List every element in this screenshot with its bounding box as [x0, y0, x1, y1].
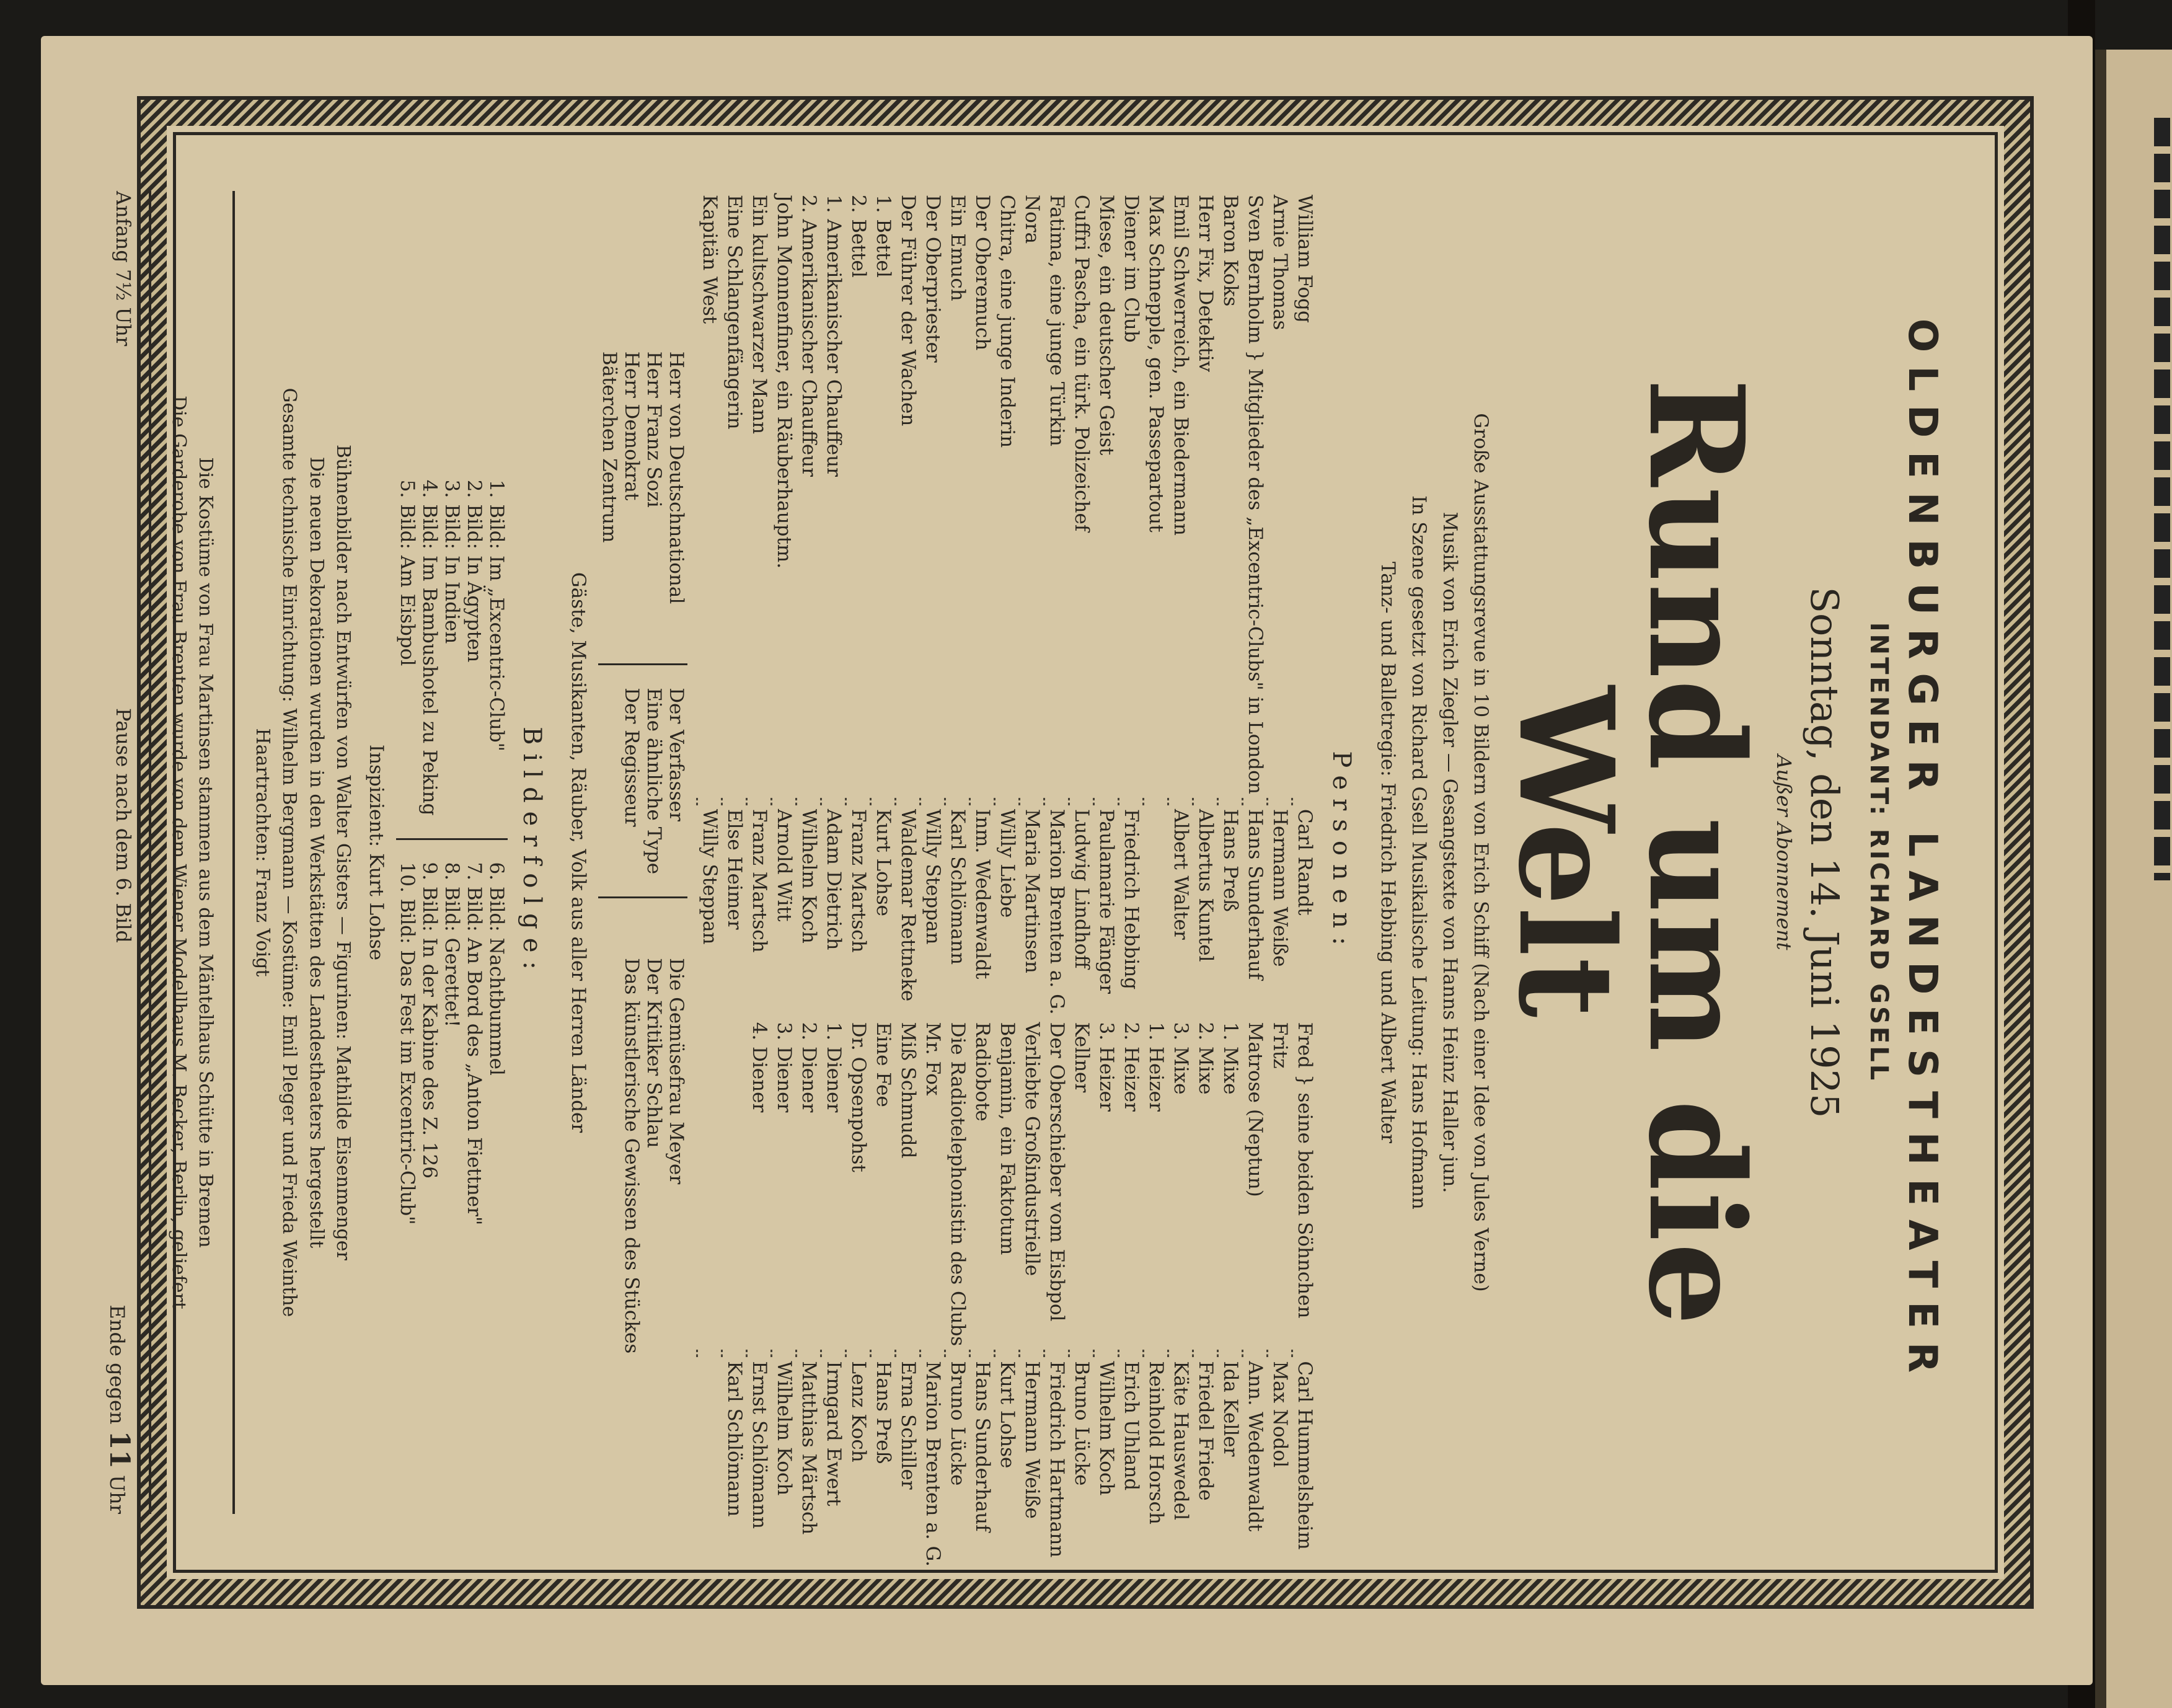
scenes-heading: Bilderfolge: [518, 727, 547, 978]
leader-dots [920, 798, 945, 805]
cast-actor: Hermann Weiße [1269, 808, 1291, 967]
cast-role: 3. Mixe [1170, 1022, 1192, 1095]
leader-dots [1268, 798, 1292, 805]
ensemble-col-1 [599, 329, 688, 627]
cast-role: Emil Schwerreich, ein Biedermann [1170, 195, 1192, 536]
leader-dots [1292, 798, 1317, 805]
performance-date: Sonntag, den 14. Juni 1925 [1802, 586, 1847, 1118]
cast-actor: Hermann Weiße [1021, 1361, 1043, 1519]
cast-row [1292, 191, 1317, 1570]
cast-role: 1. Amerikanischer Chauffeur [823, 195, 845, 477]
cast-row [945, 191, 970, 1570]
cast-actor: Ida Keller [1219, 1361, 1242, 1457]
leader-dots [1292, 1350, 1317, 1357]
leader-dots [722, 1350, 747, 1357]
cast-row [846, 191, 871, 1570]
divider [149, 191, 152, 1514]
cast-role: Ein kultschwarzer Mann [748, 195, 770, 435]
cast-actor: Karl Schlömann [947, 808, 969, 965]
cast-row [747, 191, 772, 1570]
cast-actor: Wilhelm Koch [773, 1361, 795, 1496]
leader-dots [1218, 1350, 1243, 1357]
leader-dots [1168, 1350, 1193, 1357]
ensemble [599, 191, 688, 1514]
leader-dots [896, 798, 920, 805]
costume-notes [166, 191, 219, 1514]
cast-actor: Inm. Wedenwaldt [971, 808, 994, 980]
cast-row [920, 191, 945, 1570]
cast-actor: Bruno Lücke [947, 1361, 969, 1486]
scene-item: 1. Bild: Im „Excentric-Club" [485, 479, 508, 752]
cast-role: Mr. Fox [922, 1022, 944, 1096]
cast-actor [697, 1357, 722, 1570]
cast-role: William Fogg [1294, 195, 1316, 323]
leader-dots [1020, 1350, 1044, 1357]
cast-role: Max Schnepple, gen. Passepartout [1145, 195, 1167, 533]
scene-item: 2. Bild: In Ägypten [463, 479, 486, 663]
leader-dots [797, 1350, 821, 1357]
ensemble-role: Der Verfasser [665, 688, 688, 821]
scene-item: 5. Bild: Am Eisbpol [396, 479, 419, 666]
ensemble-role: Herr Demokrat [620, 351, 643, 501]
cast-actor: Wilhelm Koch [1095, 1361, 1118, 1496]
intendant: INTENDANT: RICHARD GSELL [1865, 622, 1893, 1083]
cast-role: Fritz [1269, 1022, 1291, 1069]
cast-row [722, 191, 747, 1570]
cast-actor: Else Heimer [723, 808, 746, 930]
leader-dots [1218, 798, 1243, 805]
credit-line: Gesamte technische Einrichtung: Wilhelm Bergmann — Kostüme: Emil Pleger und Frieda Weinthe [278, 387, 301, 1317]
cast-heading: Personen: [1327, 751, 1356, 954]
cast-row [697, 191, 722, 1570]
dance-credit: Tanz- und Balletregie: Friedrich Hebbing und Albert Walter [1377, 562, 1399, 1143]
cast-actor [1144, 805, 1168, 1019]
cast-role: Der Oberschieber vom Eisbpol [1046, 1022, 1068, 1322]
leader-dots [896, 1350, 920, 1357]
cast-actor: Adam Dietrich [823, 808, 845, 950]
end-prefix: Ende gegen [105, 1304, 130, 1425]
cast-role: Die Radiotelephonistin des Clubs [947, 1022, 969, 1347]
cast-actor: Erna Schiller [897, 1361, 919, 1490]
cast-role: 2. Heizer [1120, 1022, 1142, 1112]
cast-actor: Käte Hauswedel [1170, 1361, 1192, 1521]
cast-role: 3. Heizer [1095, 1022, 1118, 1112]
cast-role: Matrose (Neptun) [1244, 1022, 1266, 1197]
leader-dots [1069, 798, 1094, 805]
cast-role: Benjamin, ein Faktotum [996, 1022, 1018, 1255]
cast-actor: Willy Liebe [996, 808, 1018, 918]
cast-row [1020, 191, 1044, 1570]
cast-role: 2. Diener [798, 1022, 820, 1113]
cast-row [1243, 191, 1268, 1570]
ensemble-role: Herr Franz Sozi [643, 351, 666, 508]
leader-dots [1119, 798, 1144, 805]
cast-row [1119, 191, 1144, 1570]
cast-actor: Arnold Witt [773, 808, 795, 922]
inspizient: Inspizient: Kurt Lohse [365, 744, 388, 961]
start-time: Anfang 7½ Uhr [112, 191, 136, 347]
cast-actor: Franz Martsch [748, 808, 770, 953]
cast-role: 2. Mixe [1194, 1022, 1217, 1095]
leader-dots [1193, 1350, 1218, 1357]
leader-dots [1144, 1350, 1168, 1357]
cast-actor: Marion Brenten a. G. [922, 1361, 944, 1567]
cast-role: Eine Fee [872, 1022, 894, 1107]
leader-dots [1020, 798, 1044, 805]
cast-role: Verliebte Großindustrielle [1021, 1022, 1043, 1277]
cast-role: 4. Diener [748, 1022, 770, 1113]
cast-actor: Carl Hummelsheim [1294, 1361, 1316, 1550]
cast-actor: Albertus Kuntel [1194, 808, 1217, 962]
scene-item: 6. Bild: Nachtbummel [485, 862, 508, 1076]
cast-actor: Matthias Märtsch [798, 1361, 820, 1535]
ensemble-role: Der Kritiker Schlau [643, 958, 666, 1148]
cast-role: Herr Fix, Detektiv [1194, 195, 1217, 373]
leader-dots [871, 1350, 896, 1357]
cast-row [772, 191, 797, 1570]
cast-role [722, 1019, 747, 1350]
cast-role: 2. Amerikanischer Chauffeur [798, 195, 820, 477]
leader-dots [970, 1350, 995, 1357]
leader-dots [1168, 798, 1193, 805]
cast-row [1268, 191, 1292, 1570]
cast-table [697, 191, 1318, 1570]
leader-dots [1094, 1350, 1119, 1357]
cast-actor: Marion Brenten a. G. [1046, 808, 1068, 1015]
scenes-right [397, 838, 508, 1248]
cast-actor: Carl Randt [1294, 808, 1316, 916]
leader-dots [1144, 798, 1168, 805]
scene-item: 4. Bild: Im Bambushotel zu Peking [418, 479, 441, 816]
scene-item: 9. Bild: In der Kabine des Z. 126 [418, 862, 441, 1179]
cast-actor: Paulamarie Fänger [1095, 808, 1118, 994]
credits [249, 191, 357, 1514]
cast-actor: Lenz Koch [847, 1361, 870, 1462]
leader-dots [970, 798, 995, 805]
ensemble-footer: Gäste, Musikanten, Räuber, Volk aus aller Herren Länder [567, 572, 590, 1133]
cast-role: Dr. Opsenpohst [847, 1022, 870, 1172]
end-suffix: Uhr [105, 1475, 130, 1514]
cast-role: Nora [1021, 195, 1043, 244]
page-edge-strip [2095, 50, 2106, 1708]
ensemble-role: Der Regisseur [620, 688, 643, 827]
cast-row [1069, 191, 1094, 1570]
cast-role: Diener im Club [1120, 195, 1142, 343]
costume-line: Die Kostüme von Frau Martinsen stammen aus dem Mäntelhaus Schütte in Bremen [195, 457, 217, 1248]
cast-actor: Ludwig Lindhoff [1071, 808, 1093, 969]
adjacent-page-border [2154, 118, 2170, 880]
leader-dots [871, 798, 896, 805]
cast-row [821, 191, 846, 1570]
ensemble-role: Die Gemüsefrau Meyer [665, 958, 688, 1185]
cast-row [1094, 191, 1119, 1570]
cast-actor: Hans Preß [872, 1361, 894, 1464]
cast-actor: Waldemar Rettneke [897, 808, 919, 1002]
end-time [104, 1305, 136, 1514]
cast-role: 1. Mixe [1219, 1022, 1242, 1095]
cast-row [1193, 191, 1218, 1570]
theater-name: OLDENBURGER LANDESTHEATER [1899, 318, 1945, 1387]
cast-role: Fred } seine beiden Söhnchen [1294, 1022, 1316, 1319]
cast-actor: Ernst Schlömann [748, 1361, 770, 1529]
cast-role: Fatima, eine junge Türkin [1046, 195, 1068, 446]
cast-actor: Hans Sunderhauf [971, 1361, 994, 1532]
cast-actor: Kurt Lohse [872, 808, 894, 916]
leader-dots [821, 1350, 846, 1357]
cast-actor: Karl Schlömann [723, 1361, 746, 1517]
ensemble-role: Herr von Deutschnational [665, 351, 688, 604]
cast-role: Eine Schlangenfängerin [723, 195, 746, 430]
cast-row [1044, 191, 1069, 1570]
leader-dots [1094, 798, 1119, 805]
scenes-list [397, 191, 508, 1514]
leader-dots [1119, 1350, 1144, 1357]
cast-actor: Albert Walter [1170, 808, 1192, 940]
leader-dots [995, 798, 1020, 805]
ensemble-role: Eine ähnliche Type [643, 688, 666, 875]
play-title: Rund um die Welt [1490, 378, 1773, 1327]
leader-dots [797, 798, 821, 805]
leader-dots [846, 1350, 871, 1357]
cast-role: 1. Heizer [1145, 1022, 1167, 1112]
leader-dots [920, 1350, 945, 1357]
leader-dots [1243, 798, 1268, 805]
playbill-content [104, 132, 1998, 1573]
cast-actor: Friedel Friede [1194, 1361, 1217, 1501]
costume-line: Die Garderobe von Frau Brenten wurde von dem Wiener Modellhaus M. Becker, Berlin, geliefert [168, 396, 190, 1309]
leader-dots [945, 798, 970, 805]
cast-role: Miß Schmudd [897, 1022, 919, 1159]
ensemble-role: Bäterchen Zentrum [598, 351, 621, 543]
leader-dots [697, 798, 722, 805]
cast-row [1218, 191, 1243, 1570]
leader-dots [1268, 1350, 1292, 1357]
leader-dots [821, 798, 846, 805]
cast-role: Radiobote [971, 1022, 994, 1122]
adjacent-page [2095, 50, 2172, 1708]
scene-item: 3. Bild: In Indien [441, 479, 464, 644]
cast-row [1168, 191, 1193, 1570]
cast-role: Baron Koks [1219, 195, 1242, 307]
ensemble-col-2 [599, 663, 688, 898]
ensemble-role: Das künstlerische Gewissen des Stückes [620, 958, 643, 1354]
cast-row [896, 191, 920, 1570]
leader-dots [747, 1350, 772, 1357]
cast-actor: Maria Martinsen [1021, 808, 1043, 973]
cast-actor: Wilhelm Koch [798, 808, 820, 944]
playbill [104, 96, 2034, 1609]
cast-actor: Max Nodol [1269, 1361, 1291, 1468]
leader-dots [722, 798, 747, 805]
leader-dots [1243, 1350, 1268, 1357]
cast-actor: Irmgard Ewert [823, 1361, 845, 1507]
cast-actor: Willy Steppan [699, 808, 721, 945]
cast-actor: Kurt Lohse [996, 1361, 1018, 1469]
credit-line: Haartrachten: Franz Voigt [252, 728, 273, 977]
cast-row [1144, 191, 1168, 1570]
leader-dots [1193, 798, 1218, 805]
cast-actor: Hans Preß [1219, 808, 1242, 912]
leader-dots [1044, 798, 1069, 805]
cast-role: Der Oberemuch [971, 195, 994, 351]
cast-role: Chitra, eine junge Inderin [996, 195, 1018, 448]
cast-role: Sven Bernholm } Mitglieder des „Excentric-Clubs" in London [1244, 195, 1266, 794]
cast-actor: Franz Martsch [847, 808, 870, 953]
credit-line: Die neuen Dekorationen wurden in den Werkstätten des Landestheaters hergestellt [306, 456, 327, 1249]
cast-role: Ein Emuch [947, 195, 969, 301]
abonnement-note: Außer Abonnement [1772, 754, 1796, 950]
leader-dots [772, 1350, 797, 1357]
cast-role: Kapitän West [699, 195, 721, 324]
cast-role: John Monnenfiner, ein Räuberhauptm. [773, 195, 795, 569]
pause-note: Pause nach dem 6. Bild [112, 708, 136, 943]
leader-dots [1044, 1350, 1069, 1357]
cast-role: Kellner [1071, 1022, 1093, 1093]
play-subtitle: Große Ausstattungsrevue in 10 Bildern von Erich Schiff (Nach einer Idee von Jules Verne) [1470, 413, 1492, 1292]
cast-role: 1. Bettel [872, 195, 894, 278]
scene-item: 10. Bild: Das Fest im Excentric-Club" [396, 862, 419, 1225]
cast-role: 1. Diener [823, 1022, 845, 1113]
leader-dots [697, 1350, 722, 1357]
cast-role [697, 1019, 722, 1350]
scene-item: 8. Bild: Gerettet! [441, 862, 464, 1028]
cast-role: Arnie Thomas [1269, 195, 1291, 330]
cast-row [970, 191, 995, 1570]
credit-line: Bühnenbilder nach Entwürfen von Walter Gisters — Figurinen: Mathilde Eisenmenger [332, 445, 355, 1260]
leader-dots [747, 798, 772, 805]
cast-role: Der Oberpriester [922, 195, 944, 363]
cast-row [871, 191, 896, 1570]
cast-row [995, 191, 1020, 1570]
end-hour: 11 [104, 1430, 136, 1469]
show-times [104, 191, 136, 1514]
divider [233, 191, 236, 1514]
leader-dots [945, 1350, 970, 1357]
scenes-left [397, 458, 508, 838]
scene-item: 7. Bild: An Bord des „Anton Fiettner" [463, 862, 486, 1226]
music-credit: Musik von Erich Ziegler — Gesangstexte von Hanns Heinz Haller jun. [1439, 511, 1461, 1193]
leader-dots [1069, 1350, 1094, 1357]
leader-dots [772, 798, 797, 805]
cast-actor: Willy Steppan [922, 808, 944, 945]
cast-actor: Erich Uhland [1120, 1361, 1142, 1491]
cast-actor: Reinhold Horsch [1145, 1361, 1167, 1524]
cast-row [797, 191, 821, 1570]
cast-role: 2. Bettel [847, 195, 870, 278]
cast-actor: Friedrich Hebbing [1120, 808, 1142, 990]
leader-dots [995, 1350, 1020, 1357]
cast-role: Der Führer der Wachen [897, 195, 919, 427]
cast-actor: Ann. Wedenwaldt [1244, 1361, 1266, 1532]
cast-actor: Friedrich Hartmann [1046, 1361, 1068, 1558]
cast-role: Miese, ein deutscher Geist [1095, 195, 1118, 456]
cast-actor: Bruno Lücke [1071, 1361, 1093, 1486]
staging-credit: In Szene gesetzt von Richard Gsell Musikalische Leitung: Hans Hofmann [1408, 495, 1430, 1210]
ensemble-col-3 [599, 936, 688, 1376]
cast-actor: Hans Sunderhauf [1244, 808, 1266, 980]
leader-dots [846, 798, 871, 805]
cast-role: 3. Diener [773, 1022, 795, 1113]
cast-role: Cuffri Pascha, ein türk. Polizeichef [1071, 195, 1093, 532]
